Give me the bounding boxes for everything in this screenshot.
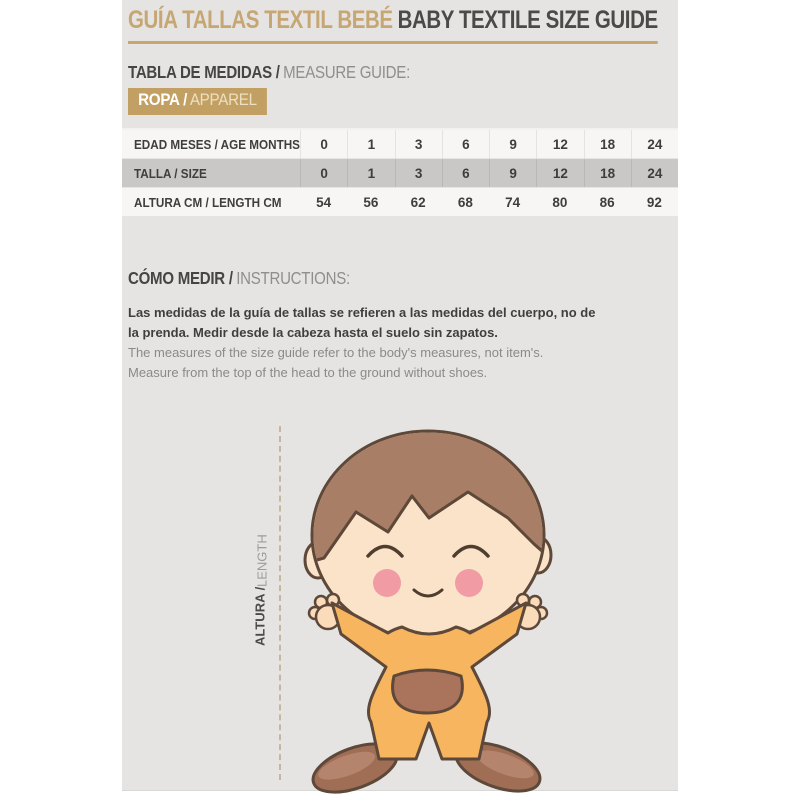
table-cell: 6: [442, 159, 489, 187]
size-table: [122, 128, 678, 217]
table-cell: 24: [631, 159, 678, 187]
table-cell: 18: [584, 130, 631, 158]
baby-cheek-right: [455, 569, 483, 597]
height-axis-label: [250, 430, 270, 750]
row-label: EDAD MESES / AGE MONTHS: [134, 136, 300, 152]
table-cell: 56: [363, 194, 379, 210]
page-title: [128, 6, 774, 44]
apparel-badge-es: ROPA /: [138, 91, 188, 109]
table-cell: 62: [410, 194, 426, 210]
table-cell: 1: [347, 130, 394, 158]
table-cell: 92: [646, 194, 662, 210]
page-title-text: [128, 6, 658, 44]
measure-guide-heading-es: TABLA DE MEDIDAS /: [128, 62, 280, 82]
table-cell: 54: [316, 194, 332, 210]
instructions-text: [128, 303, 600, 383]
height-axis-label-es: ALTURA /: [252, 586, 268, 646]
table-cell: 9: [489, 130, 536, 158]
table-cell: 9: [489, 159, 536, 187]
table-cell: 80: [552, 194, 568, 210]
table-row-length-cm: [122, 188, 678, 216]
table-cell: 68: [457, 194, 473, 210]
table-row-age-months: [122, 130, 678, 158]
apparel-badge-en: APPAREL: [189, 91, 257, 109]
content-panel: [122, 0, 678, 791]
height-dashed-line: [279, 426, 281, 780]
height-axis-label-en: LENGTH: [254, 534, 270, 587]
table-cell: 3: [395, 159, 442, 187]
table-cell: 12: [536, 159, 583, 187]
baby-cheek-left: [373, 569, 401, 597]
title-spanish: GUÍA TALLAS TEXTIL BEBÉ: [128, 6, 393, 34]
baby-illustration: [298, 420, 558, 795]
table-row-size: [122, 159, 678, 187]
row-label: TALLA / SIZE: [134, 165, 207, 181]
instructions-english-line1: The measures of the size guide refer to the body's measures, not item's.: [128, 345, 544, 360]
instructions-heading-es: CÓMO MEDIR /: [128, 268, 233, 288]
table-cell: 18: [584, 159, 631, 187]
table-cell: 6: [442, 130, 489, 158]
table-cell: 0: [300, 130, 347, 158]
table-cell: 86: [599, 194, 615, 210]
apparel-badge: [128, 88, 267, 115]
row-label: ALTURA CM / LENGTH CM: [134, 194, 282, 210]
table-cell: 74: [505, 194, 521, 210]
instructions-english-line2: Measure from the top of the head to the ground without shoes.: [128, 365, 488, 380]
table-cell: 1: [347, 159, 394, 187]
measure-guide-heading-en: MEASURE GUIDE:: [283, 62, 410, 82]
table-cell: 12: [536, 130, 583, 158]
instructions-heading-en: INSTRUCTIONS:: [236, 268, 350, 288]
baby-belly-pocket: [393, 670, 463, 713]
table-cell: 24: [631, 130, 678, 158]
table-cell: 3: [395, 130, 442, 158]
instructions-heading: [128, 268, 350, 289]
instructions-spanish: Las medidas de la guía de tallas se refieren a las medidas del cuerpo, no de la prenda. Medir desde la cabeza hasta el suelo sin zapatos.: [128, 305, 596, 340]
measure-guide-heading: [128, 62, 410, 83]
title-english: BABY TEXTILE SIZE GUIDE: [397, 6, 658, 34]
table-cell: 0: [300, 159, 347, 187]
